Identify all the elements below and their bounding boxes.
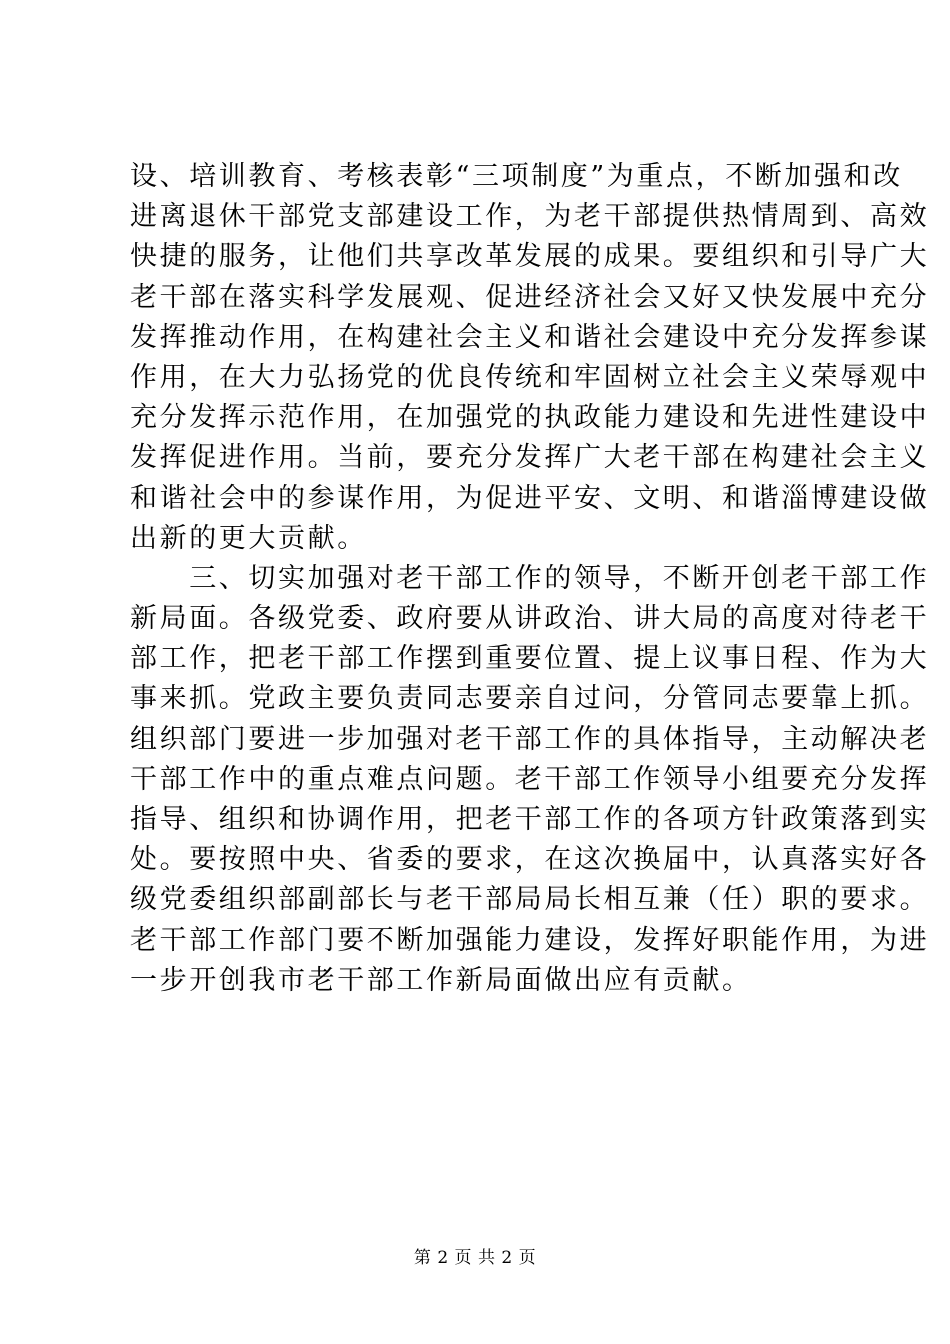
body-line: 和谐社会中的参谋作用，为促进平安、文明、和谐淄博建设做 bbox=[130, 482, 930, 514]
body-line: 进离退休干部党支部建设工作，为老干部提供热情周到、高效 bbox=[130, 201, 930, 233]
body-line: 三、切实加强对老干部工作的领导，不断开创老干部工作 bbox=[130, 562, 930, 594]
body-line: 作用，在大力弘扬党的优良传统和牢固树立社会主义荣辱观中 bbox=[130, 361, 930, 393]
body-line: 指导、组织和协调作用，把老干部工作的各项方针政策落到实 bbox=[130, 804, 930, 835]
page-number-footer: 第 2 页 共 2 页 bbox=[413, 1248, 537, 1268]
body-line: 部工作，把老干部工作摆到重要位置、提上议事日程、作为大 bbox=[130, 643, 930, 675]
body-line: 事来抓。党政主要负责同志要亲自过问，分管同志要靠上抓。 bbox=[130, 683, 930, 715]
body-line: 发挥促进作用。当前，要充分发挥广大老干部在构建社会主义 bbox=[130, 442, 930, 474]
body-line: 处。要按照中央、省委的要求，在这次换届中，认真落实好各 bbox=[130, 844, 930, 876]
body-line: 老干部在落实科学发展观、促进经济社会又好又快发展中充分 bbox=[130, 281, 930, 313]
body-line: 一步开创我市老干部工作新局面做出应有贡献。 bbox=[130, 964, 752, 996]
body-line: 级党委组织部副部长与老干部局局长相互兼（任）职的要求。 bbox=[130, 884, 930, 916]
body-line: 设、培训教育、考核表彰“三项制度”为重点，不断加强和改 bbox=[130, 161, 903, 192]
body-line: 出新的更大贡献。 bbox=[130, 522, 367, 554]
body-line: 充分发挥示范作用，在加强党的执政能力建设和先进性建设中 bbox=[130, 402, 930, 434]
body-line: 老干部工作部门要不断加强能力建设，发挥好职能作用，为进 bbox=[130, 924, 930, 956]
body-line: 干部工作中的重点难点问题。老干部工作领导小组要充分发挥 bbox=[130, 763, 930, 795]
body-line: 组织部门要进一步加强对老干部工作的具体指导，主动解决老 bbox=[130, 723, 930, 755]
body-line: 新局面。各级党委、政府要从讲政治、讲大局的高度对待老干 bbox=[130, 603, 930, 635]
body-line: 快捷的服务，让他们共享改革发展的成果。要组织和引导广大 bbox=[130, 241, 930, 273]
body-line: 发挥推动作用，在构建社会主义和谐社会建设中充分发挥参谋 bbox=[130, 321, 930, 353]
document-body bbox=[130, 157, 930, 1001]
